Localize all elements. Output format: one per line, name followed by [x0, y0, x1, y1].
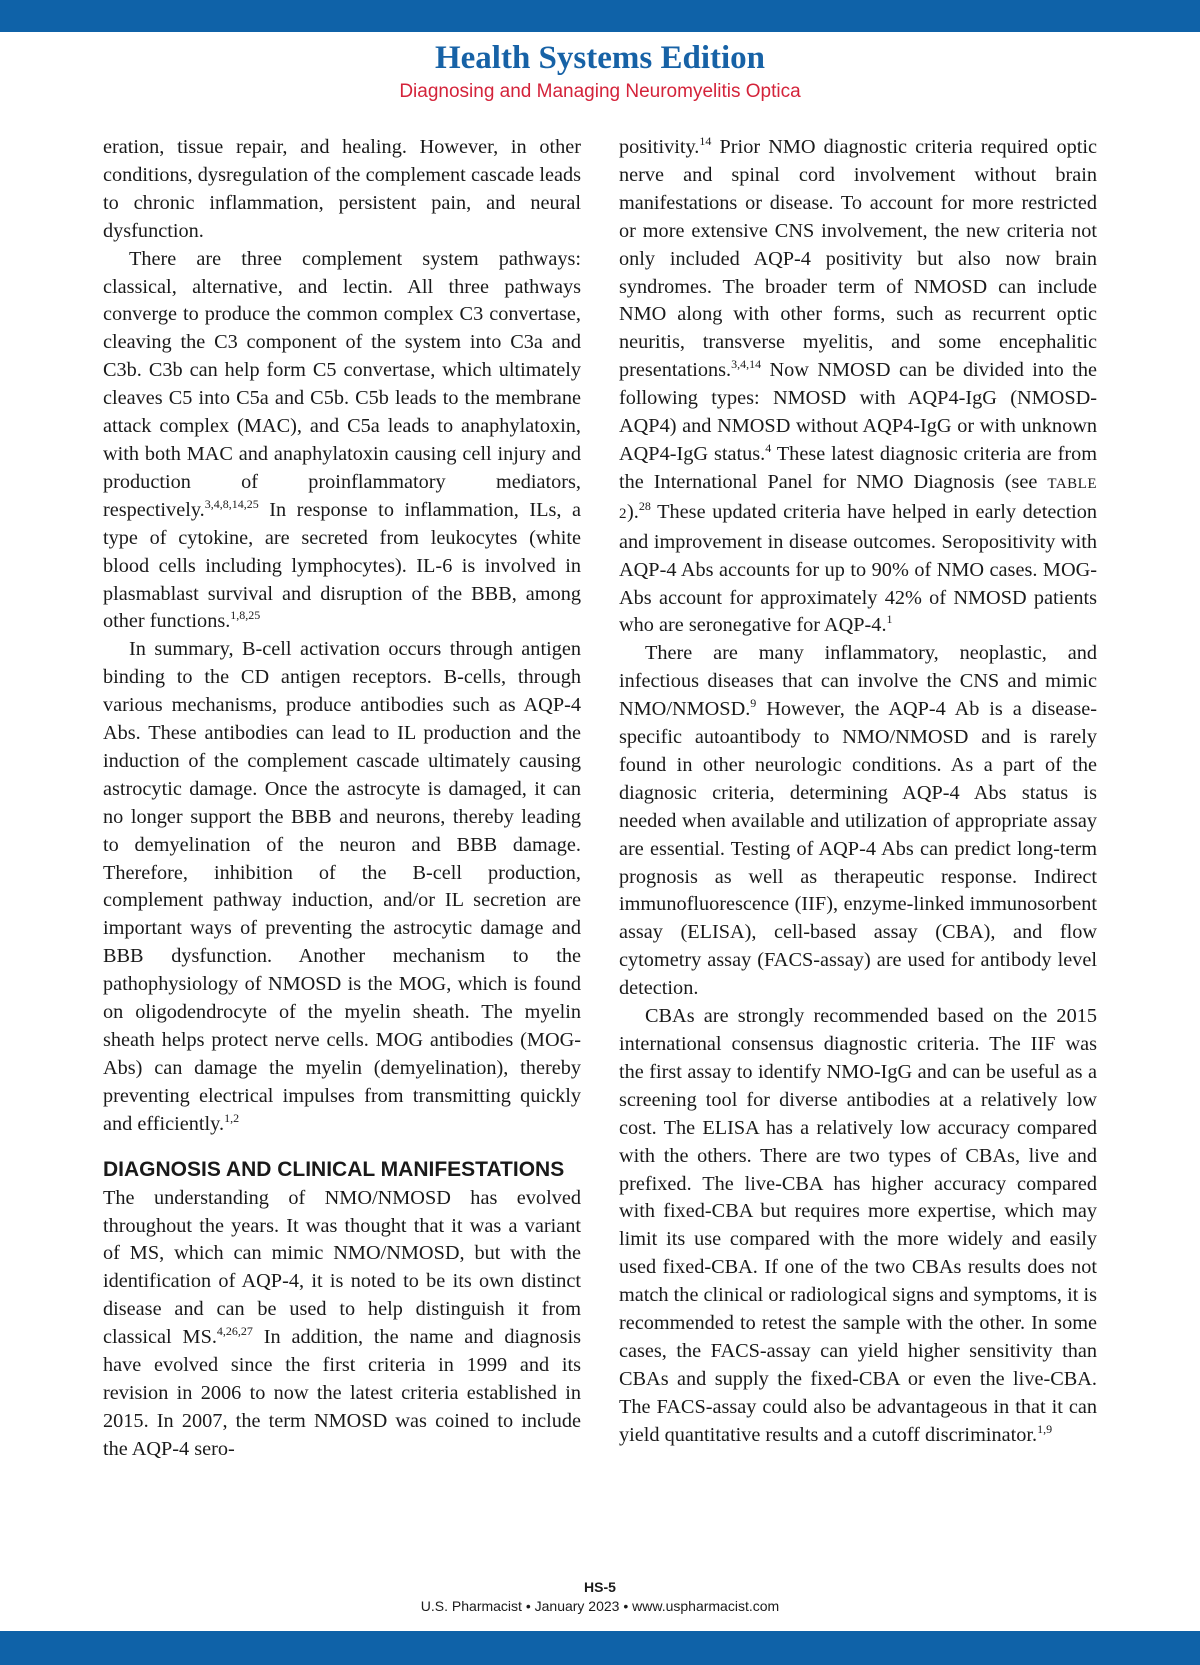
page-footer	[0, 1578, 1200, 1616]
paragraph: There are many inflammatory, neoplastic, and infectious diseases that can involve the CNS and mimic NMO/NMOSD.$^9$ However, the AQP-4 Ab is a disease-specific autoantibody to NMO/NMOSD and is rarely found in other neurologic conditions. As a part of the diagnosic criteria, determining AQP-4 Abs status is needed when available and utilization of appropriate assay are essential. Testing of AQP-4 Abs can predict long-term prognosis as well as therapeutic response. Indirect immunofluorescence (IIF), enzyme-linked immunosorbent assay (ELISA), cell-based assay (CBA), and flow cytometry assay (FACS-assay) are used for antibody level detection.	[619, 642, 1097, 1000]
citation: 4	[765, 440, 772, 455]
citation: 14	[699, 134, 712, 148]
citation: 1,8,25	[230, 608, 261, 623]
citation: 3,4,8,14,25	[204, 496, 259, 511]
edition-title: Health Systems Edition	[434, 40, 766, 76]
article-subtitle: Diagnosing and Managing Neuromyelitis Optica	[399, 81, 801, 102]
right-column	[619, 134, 1097, 1450]
publication-credit: U.S. Pharmacist • January 2023 • www.uspharmacist.com	[420, 1598, 780, 1614]
masthead	[0, 38, 1200, 104]
left-column	[103, 134, 581, 1464]
paragraph: positivity.$^{14}$ Prior NMO diagnostic criteria required optic nerve and spinal cord involvement without brain manifestations or disease. To account for more restricted or more extensive CNS involvement, the new criteria not only included AQP-4 positivity but also now brain syndromes. The broader term of NMOSD can include NMO along with other forms, such as recurrent optic neuritis, transverse myelitis, and some encephalitic presentations.$^{3,4,14}$ Now NMOSD can be divided into the following types: NMOSD with AQP4-IgG (NMOSD-AQP4) and NMOSD without AQP4-IgG or with unknown AQP4-IgG status.$^4$ These latest diagnosic criteria are from the International Panel for NMO Diagnosis (see TABLE 2).$^{28}$ These updated criteria have helped in early detection and improvement in disease outcomes. Seropositivity with AQP-4 Abs accounts for up to 90% of NMO cases. MOG-Abs account for approximately 42% of NMOSD patients who are seronegative for AQP-4.$^1$	[619, 134, 1097, 637]
citation: 28	[638, 498, 651, 513]
paragraph: There are three complement system pathways: classical, alternative, and lectin. All three pathways converge to produce the common complex C3 convertase, cleaving the C3 component of the system into C3a and C3b. C3b can help form C5 convertase, which ultimately cleaves C5 into C5a and C5b. C5b leads to the membrane attack complex (MAC), and C5a leads to anaphylatoxin, with both MAC and anaphylatoxin causing cell injury and production of proinflammatory mediators, respectively.$^{3,4,8,14,25}$ In response to inflammation, ILs, a type of cytokine, are secreted from leukocytes (white blood cells including lymphocytes). IL-6 is involved in plasmablast survival and disruption of the BBB, among other functions.$^{1,8,25}$	[103, 247, 581, 633]
section-heading: DIAGNOSIS AND CLINICAL MANIFESTATIONS	[103, 1157, 565, 1181]
bottom-color-bar	[0, 1631, 1200, 1665]
citation: 3,4,14	[731, 357, 762, 372]
citation: 1	[886, 612, 893, 627]
paragraph: CBAs are strongly recommended based on the 2015 international consensus diagnostic criteria. The IIF was the first assay to identify NMO-IgG and can be useful as a screening tool for diverse antibodies at a relatively low cost. The ELISA has a relatively low accuracy compared with the others. There are two types of CBAs, live and prefixed. The live-CBA has higher accuracy compared with fixed-CBA but requires more expertise, which may limit its use compared with the more widely and easily used fixed-CBA. If one of the two CBAs results does not match the clinical or radiological signs and symptoms, it is recommended to retest the sample with the other. In some cases, the FACS-assay can yield higher sensitivity than CBAs and supply the fixed-CBA or even the live-CBA. The FACS-assay could also be advantageous in that it can yield quantitative results and a cutoff discriminator.$^{1,9}$	[619, 1005, 1097, 1446]
page-number: HS-5	[584, 1579, 616, 1595]
table-reference: TABLE 2	[619, 475, 1097, 522]
citation: 9	[750, 696, 757, 711]
citation: 4,26,27	[216, 1324, 253, 1339]
citation: 1,9	[1037, 1421, 1053, 1436]
paragraph: eration, tissue repair, and healing. However, in other conditions, dysregulation of the complement cascade leads to chronic inflammation, persistent pain, and neural dysfunction.	[103, 136, 581, 242]
top-color-bar	[0, 0, 1200, 32]
paragraph: In summary, B-cell activation occurs through antigen binding to the CD antigen receptors. B-cells, through various mechanisms, produce antibodies such as AQP-4 Abs. These antibodies can lead to IL production and the induction of the complement cascade ultimately causing astrocytic damage. Once the astrocyte is damaged, it can no longer support the BBB and neurons, thereby leading to demyelination of the neuron and BBB damage. Therefore, inhibition of the B-cell production, complement pathway induction, and/or IL secretion are important ways of preventing the astrocytic damage and BBB dysfunction. Another mechanism to the pathophysiology of NMOSD is the MOG, which is found on oligodendrocyte of the myelin sheath. The myelin sheath helps protect nerve cells. MOG antibodies (MOG-Abs) can damage the myelin (demyelination), thereby preventing electrical impulses from transmitting quickly and efficiently.$^{1,2}$	[103, 638, 581, 1135]
citation: 1,2	[224, 1110, 240, 1125]
paragraph: The understanding of NMO/NMOSD has evolved throughout the years. It was thought that it was a variant of MS, which can mimic NMO/NMOSD, but with the identification of AQP-4, it is noted to be its own distinct disease and can be used to help distinguish it from classical MS.$^{4,26,27}$ In addition, the name and diagnosis have evolved since the first criteria in 1999 and its revision in 2006 to now the latest criteria established in 2015. In 2007, the term NMOSD was coined to include the AQP-4 sero-	[103, 1186, 581, 1460]
